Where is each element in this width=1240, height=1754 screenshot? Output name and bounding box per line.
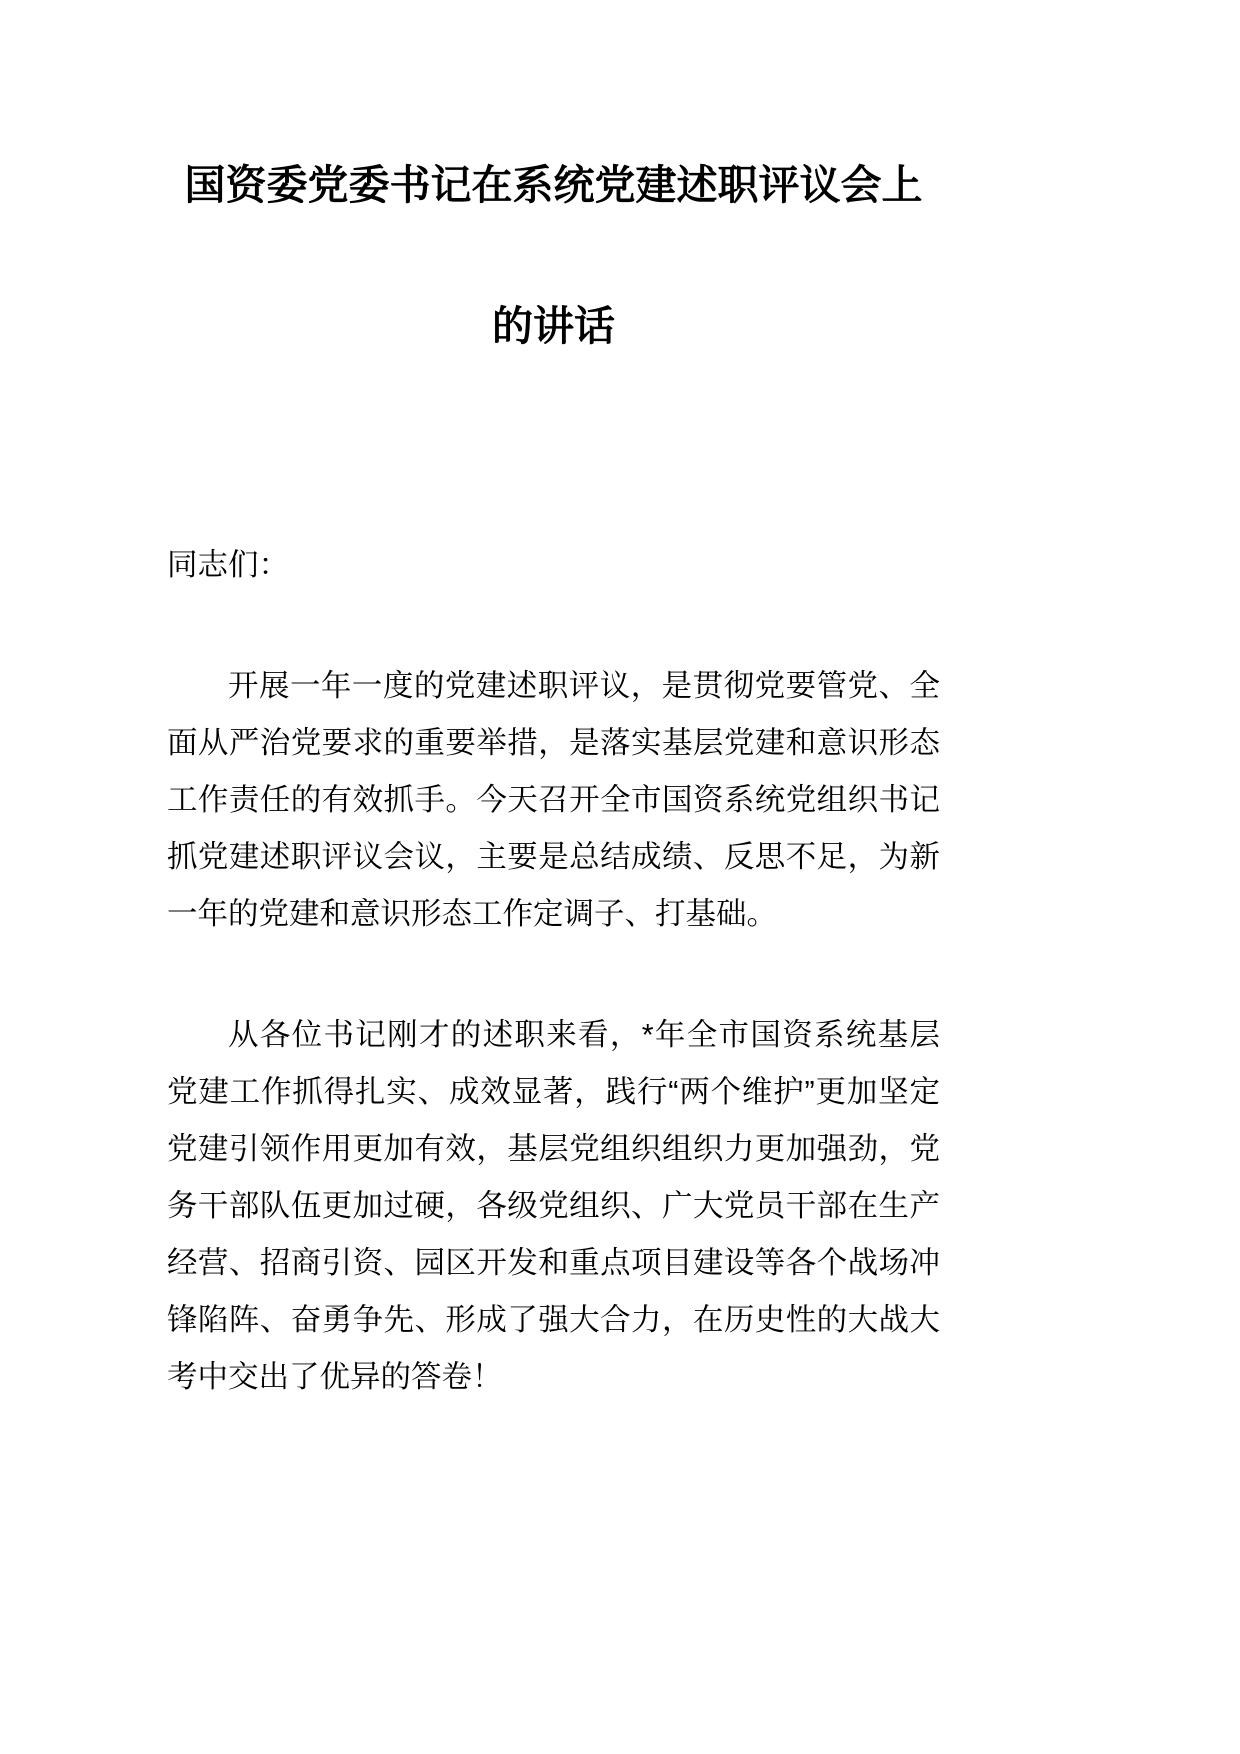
document-title-line-1: 国资委党委书记在系统党建述职评议会上 (184, 162, 923, 208)
salutation: 同志们： (167, 547, 289, 582)
document-title-line-2: 的讲话 (492, 303, 615, 350)
document-title (167, 158, 940, 355)
body-paragraph-1: 开展一年一度的党建述职评议，是贯彻党要管党、全面从严治党要求的重要举措，是落实基层党建和意识形态工作责任的有效抓手。今天召开全市国资系统党组织书记抓党建述职评议会议，主要是总结成绩、反思不足，为新一年的党建和意识形态工作定调子、打基础。 (167, 668, 940, 931)
body-paragraph-2: 从各位书记刚才的述职来看，*年全市国资系统基层党建工作抓得扎实、成效显著，践行“两个维护”更加坚定党建引领作用更加有效，基层党组织组织力更加强劲，党务干部队伍更加过硬，各级党组织、广大党员干部在生产经营、招商引资、园区开发和重点项目建设等各个战场冲锋陷阵、奋勇争先、形成了强大合力，在历史性的大战大考中交出了优异的答卷！ (167, 1017, 940, 1394)
